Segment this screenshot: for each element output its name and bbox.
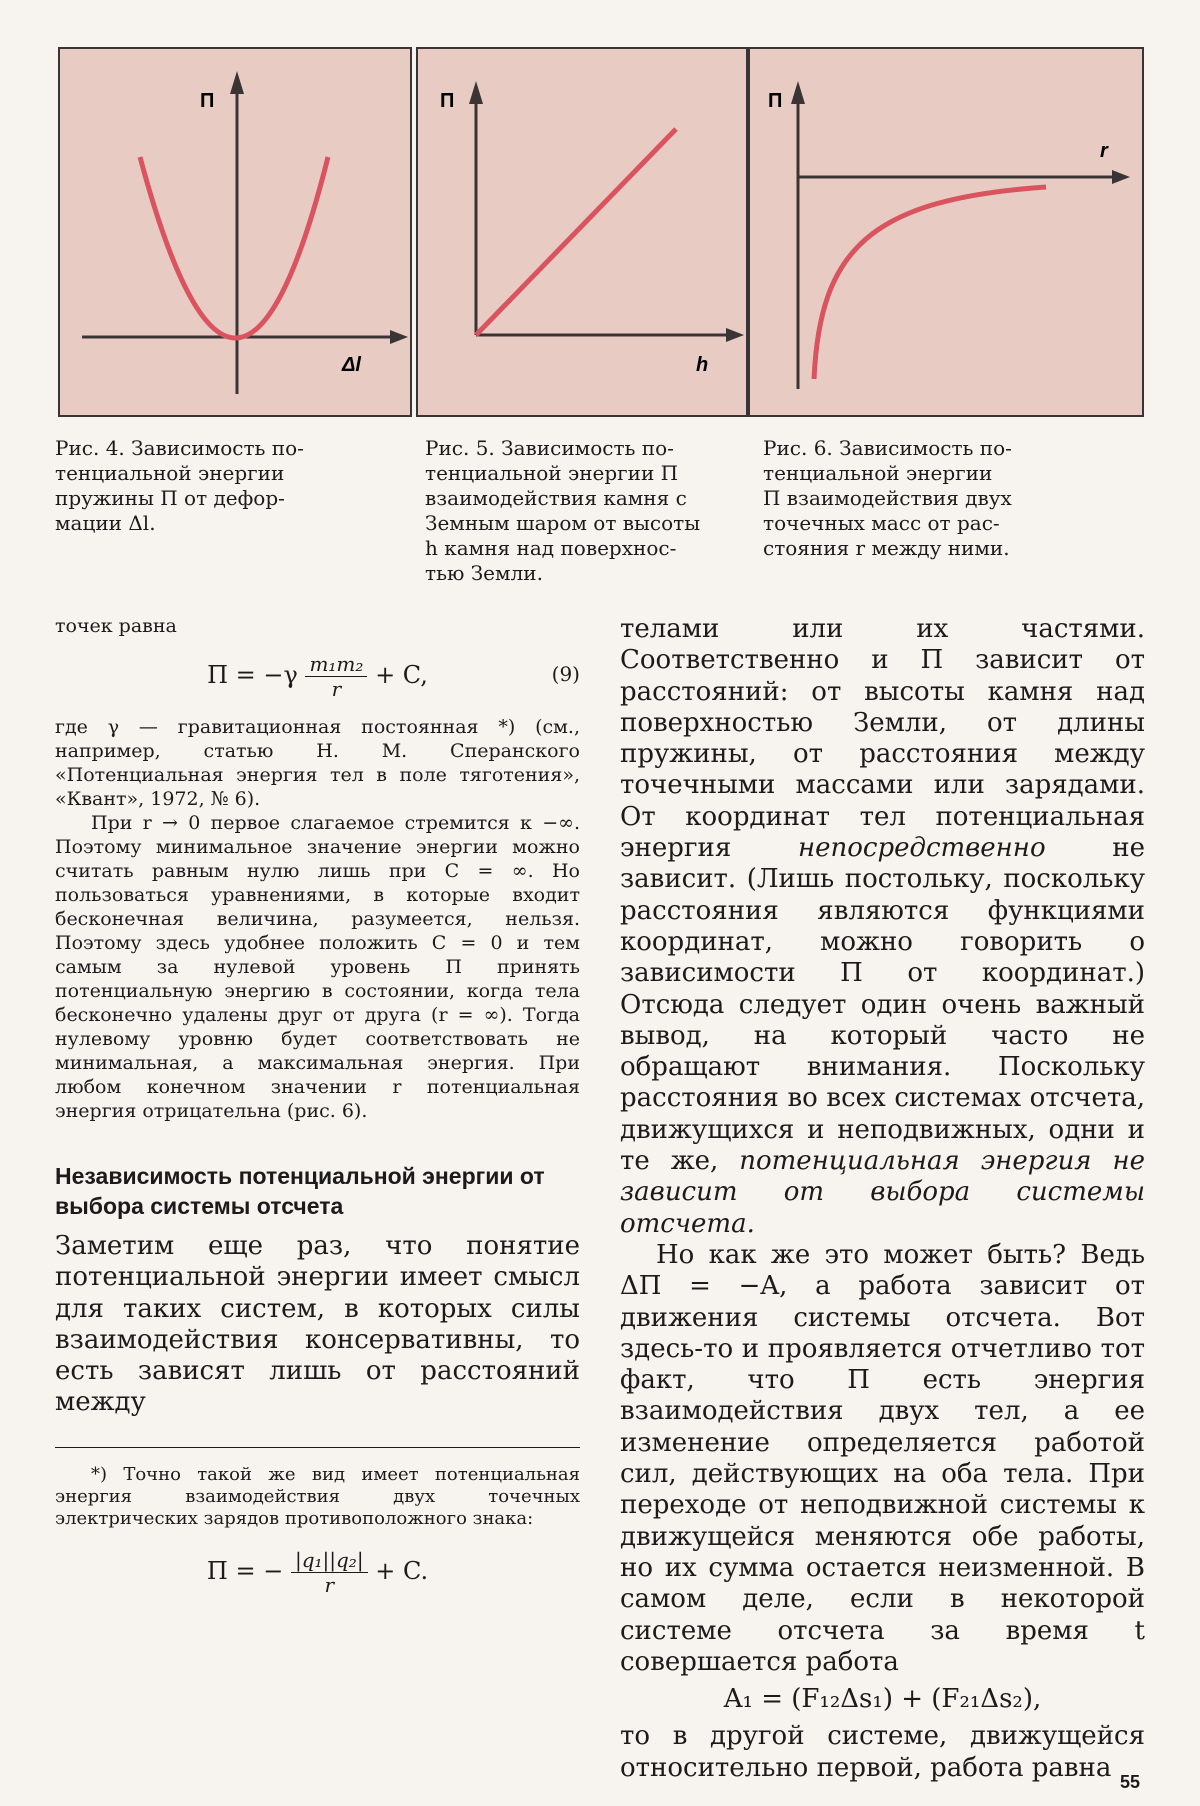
caption-line: П взаимодействия двух: [763, 486, 1012, 510]
emphasis-text: непосредственно: [797, 833, 1046, 864]
formula-fraction: [291, 1548, 368, 1597]
formula-fraction: [305, 652, 367, 701]
figure-6-panel: [748, 47, 1144, 417]
fig4-parabola-curve: [140, 157, 328, 338]
fig5-linear-curve: [476, 129, 676, 335]
figure-4-panel: [58, 47, 412, 417]
footnote-formula: [55, 1548, 580, 1597]
figure-5-panel: [416, 47, 748, 417]
caption-line: Рис. 5. Зависимость по-: [425, 436, 674, 460]
formula-lhs: П = −γ: [207, 661, 298, 689]
paragraph: то в другой системе, движущейся относительно первой, работа равна: [620, 1721, 1145, 1783]
fig6-x-label: r: [1100, 140, 1108, 162]
fig4-x-label: Δl: [342, 354, 361, 376]
paragraph: [620, 614, 1145, 1240]
fig6-x-arrow: [1112, 170, 1130, 184]
caption-line: пружины П от дефор-: [55, 486, 285, 510]
footnote: *) Точно такой же вид имеет потенциальная энергия взаимодействия двух точечных электрических зарядов противоположного знака:: [55, 1463, 580, 1529]
left-column: [55, 614, 580, 1611]
formula-9: [55, 652, 580, 701]
fraction-denominator: r: [331, 677, 342, 701]
paragraph: Заметим еще раз, что понятие потенциальной энергии имеет смысл для таких систем, в которых силы взаимодействия консервативны, то есть зависят лишь от расстояний между: [55, 1231, 580, 1418]
caption-line: тью Земли.: [425, 561, 543, 585]
fraction-numerator: m₁m₂: [305, 652, 367, 677]
fig5-x-arrow: [726, 328, 744, 342]
caption-line: Земным шаром от высоты: [425, 511, 701, 535]
fig5-x-label: h: [696, 354, 709, 376]
page-number: 55: [1120, 1772, 1141, 1792]
figure-4-caption: [55, 436, 347, 536]
formula-rhs: + C,: [375, 661, 428, 689]
equation-number: (9): [551, 662, 580, 686]
paragraph: точек равна: [55, 615, 177, 637]
figure-5-caption: [425, 436, 725, 586]
fig5-y-label: П: [440, 90, 455, 112]
right-column: [620, 614, 1145, 1784]
fig4-x-arrow: [390, 330, 408, 344]
fig5-y-arrow: [469, 81, 483, 104]
fig4-y-arrow: [230, 71, 244, 94]
paragraph: где γ — гравитационная постоянная *) (см., например, статью Н. М. Сперанского «Потенциальная энергия тел в поле тяготения», «Квант», 1972, № 6).: [55, 716, 580, 810]
caption-line: тенциальной энергии: [763, 461, 993, 485]
fig6-y-label: П: [768, 90, 783, 112]
footnote-divider: [55, 1447, 580, 1448]
text-run: телами или их частями. Соответственно и П зависит от расстояний: от высоты камня над поверхностью Земли, от длины пружины, от расстояния между точечными массами или зарядами. От координат тел потенциальная энергия: [620, 614, 1145, 864]
section-title: Независимость потенциальной энергии от выбора системы отсчета: [55, 1163, 545, 1219]
paragraph: Но как же это может быть? Ведь ΔП = −A, а работа зависит от движения системы отсчета. Вот здесь-то и проявляется отчетливо тот факт, что П есть энергия взаимодействия двух тел, а ее изменение определяется работой сил, действующих на оба тела. При переходе от неподвижной системы к движущейся меняются обе работы, но их сумма остается неизменной. В самом деле, если в некоторой системе отсчета за время t совершается работа: [620, 1239, 1145, 1677]
caption-line: мации Δl.: [55, 511, 156, 535]
formula-lhs: П = −: [206, 1556, 284, 1585]
figure-4-plot: [60, 49, 414, 419]
figure-6-caption: [763, 436, 1063, 561]
figure-5-plot: [418, 49, 750, 419]
caption-line: h камня над поверхнос-: [425, 536, 677, 560]
caption-line: Рис. 4. Зависимость по-: [55, 436, 304, 460]
caption-line: стояния r между ними.: [763, 536, 1010, 560]
figure-6-plot: [750, 49, 1146, 419]
formula-rhs: + C.: [375, 1556, 429, 1585]
emphasis-text: потенциальная энергия не зависит от выбора системы отсчета.: [620, 1146, 1145, 1239]
fraction-denominator: r: [324, 1572, 335, 1597]
formula-a1: A₁ = (F₁₂Δs₁) + (F₂₁Δs₂),: [723, 1684, 1042, 1715]
caption-line: тенциальной энергии: [55, 461, 285, 485]
fig6-hyperbola-curve: [814, 187, 1046, 379]
fig6-y-arrow: [791, 81, 805, 104]
caption-line: точечных масс от рас-: [763, 511, 1000, 535]
caption-line: тенциальной энергии П: [425, 461, 679, 485]
paragraph: При r → 0 первое слагаемое стремится к −∞. Поэтому минимальное значение энергии можно считать равным нулю лишь при C = ∞. Но пользоваться уравнениями, в которые входит бесконечная величина, разумеется, нельзя. Поэтому здесь удобнее положить C = 0 и тем самым за нулевой уровень П принять потенциальную энергию в состоянии, когда тела бесконечно удалены друг от друга (r = ∞). Тогда нулевому уровню будет соответствовать не минимальная, а максимальная энергия. При любом конечном значении r потенциальная энергия отрицательна (рис. 6).: [55, 812, 580, 1122]
fig4-y-label: П: [200, 90, 215, 112]
caption-line: Рис. 6. Зависимость по-: [763, 436, 1012, 460]
text-run: не зависит. (Лишь постольку, поскольку расстояния являются функциями координат, можно говорить о зависимости П от координат.) Отсюда следует один очень важный вывод, на который часто не обращают внимания. Поскольку расстояния во всех системах отсчета, движущихся и неподвижных, одни и те же,: [620, 833, 1145, 1177]
caption-line: взаимодействия камня с: [425, 486, 687, 510]
fraction-numerator: |q₁||q₂|: [291, 1548, 368, 1573]
